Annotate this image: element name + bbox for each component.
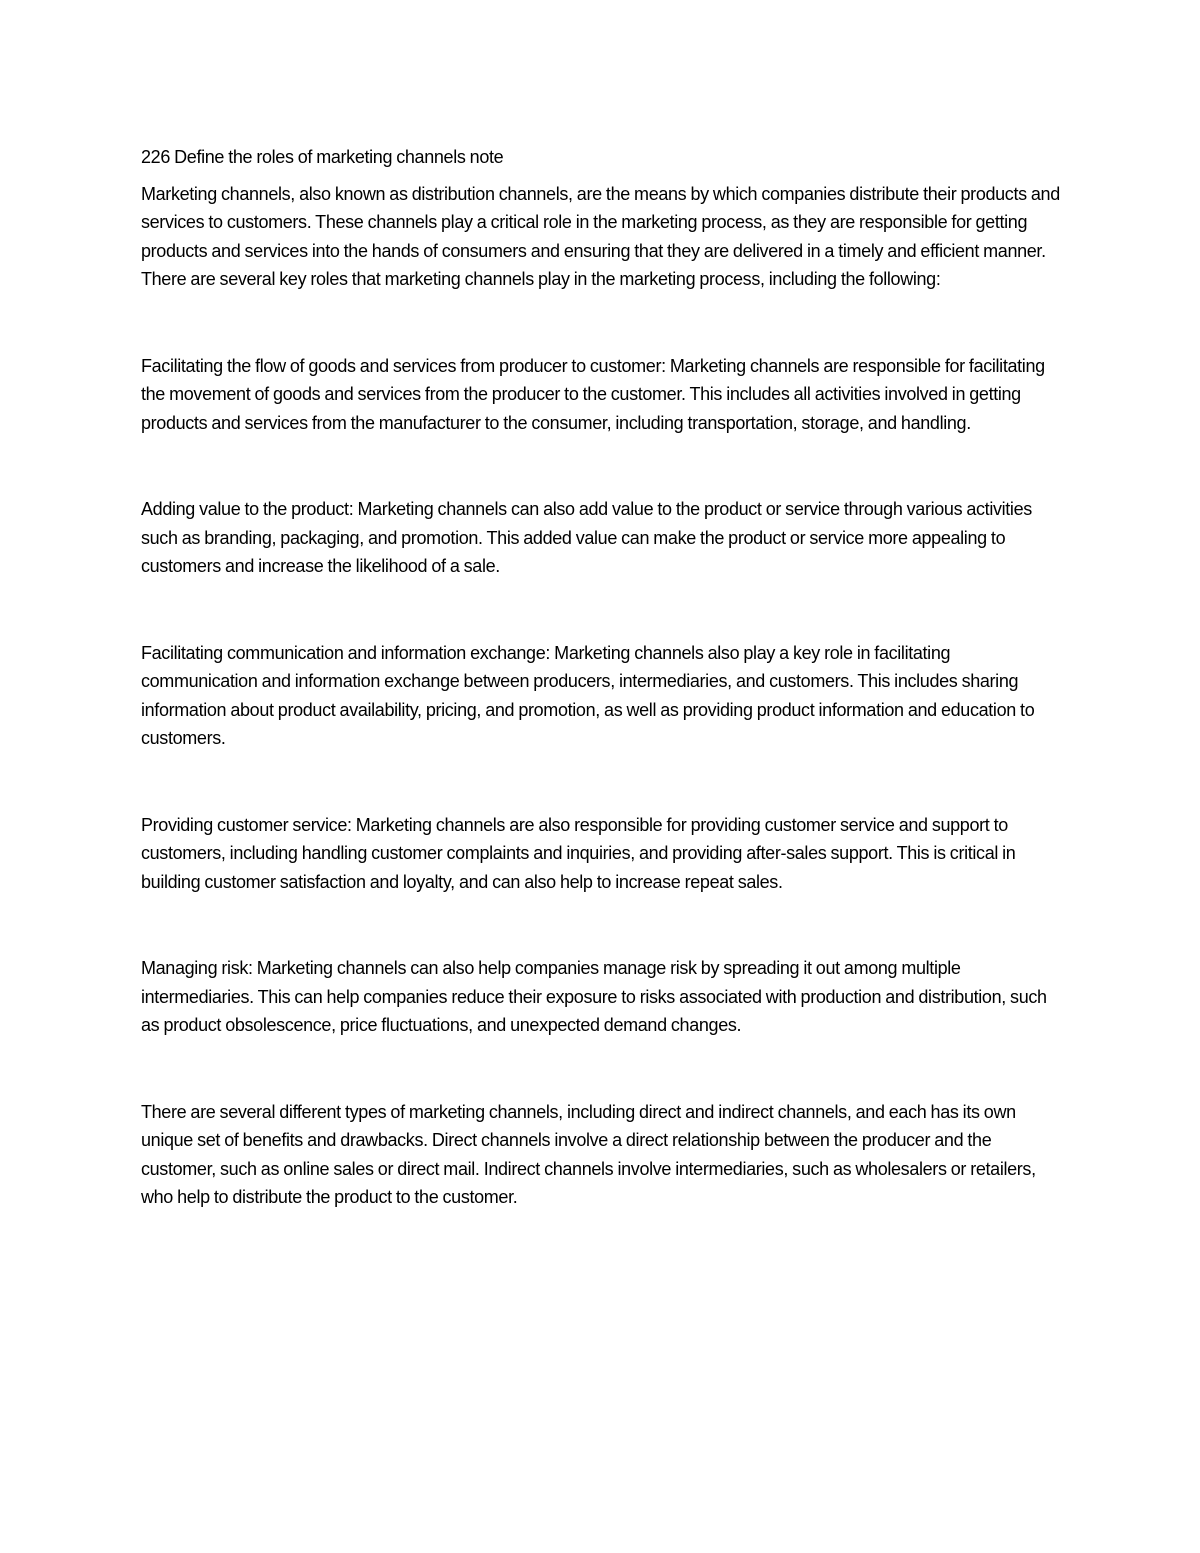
closing-paragraph: There are several different types of marketing channels, including direct and indirect channels, and each has its own unique set of benefits and drawbacks. Direct channels involve a direct relationship between the producer and the customer, such as online sales or direct mail. Indirect channels involve intermediaries, such as wholesalers or retailers, who help to distribute the product to the customer. [141, 1101, 1036, 1207]
intro-paragraph: Marketing channels, also known as distribution channels, are the means by which companies distribute their products and services to customers. These channels play a critical role in the marketing process, as they are responsible for getting products and services into the hands of consumers and ensuring that they are delivered in a timely and efficient manner. There are several key roles that marketing channels play in the marketing process, including the following: [141, 183, 1060, 289]
document-title: 226 Define the roles of marketing channels note [141, 147, 504, 167]
section-paragraph-risk: Managing risk: Marketing channels can also help companies manage risk by spreading it out among multiple intermediaries. This can help companies reduce their exposure to risks associated with production and distribution, such as product obsolescence, price fluctuations, and unexpected demand changes. [141, 958, 1047, 1035]
section-paragraph-flow: Facilitating the flow of goods and services from producer to customer: Marketing channels are responsible for facilitating the movement of goods and services from the producer to the customer. This includes all activities involved in getting products and services from the manufacturer to the consumer, including transportation, storage, and handling. [141, 355, 1045, 433]
document-body [141, 143, 1061, 1212]
section-paragraph-value: Adding value to the product: Marketing channels can also add value to the product or service through various activities such as branding, packaging, and promotion. This added value can make the product or service more appealing to customers and increase the likelihood of a sale. [141, 499, 1032, 576]
section-paragraph-service: Providing customer service: Marketing channels are also responsible for providing customer service and support to customers, including handling customer complaints and inquiries, and providing after-sales support. This is critical in building customer satisfaction and loyalty, and can also help to increase repeat sales. [141, 814, 1016, 892]
section-paragraph-communication: Facilitating communication and information exchange: Marketing channels also play a key role in facilitating communication and information exchange between producers, intermediaries, and customers. This includes sharing information about product availability, pricing, and promotion, as well as providing product information and education to customers. [141, 642, 1035, 748]
